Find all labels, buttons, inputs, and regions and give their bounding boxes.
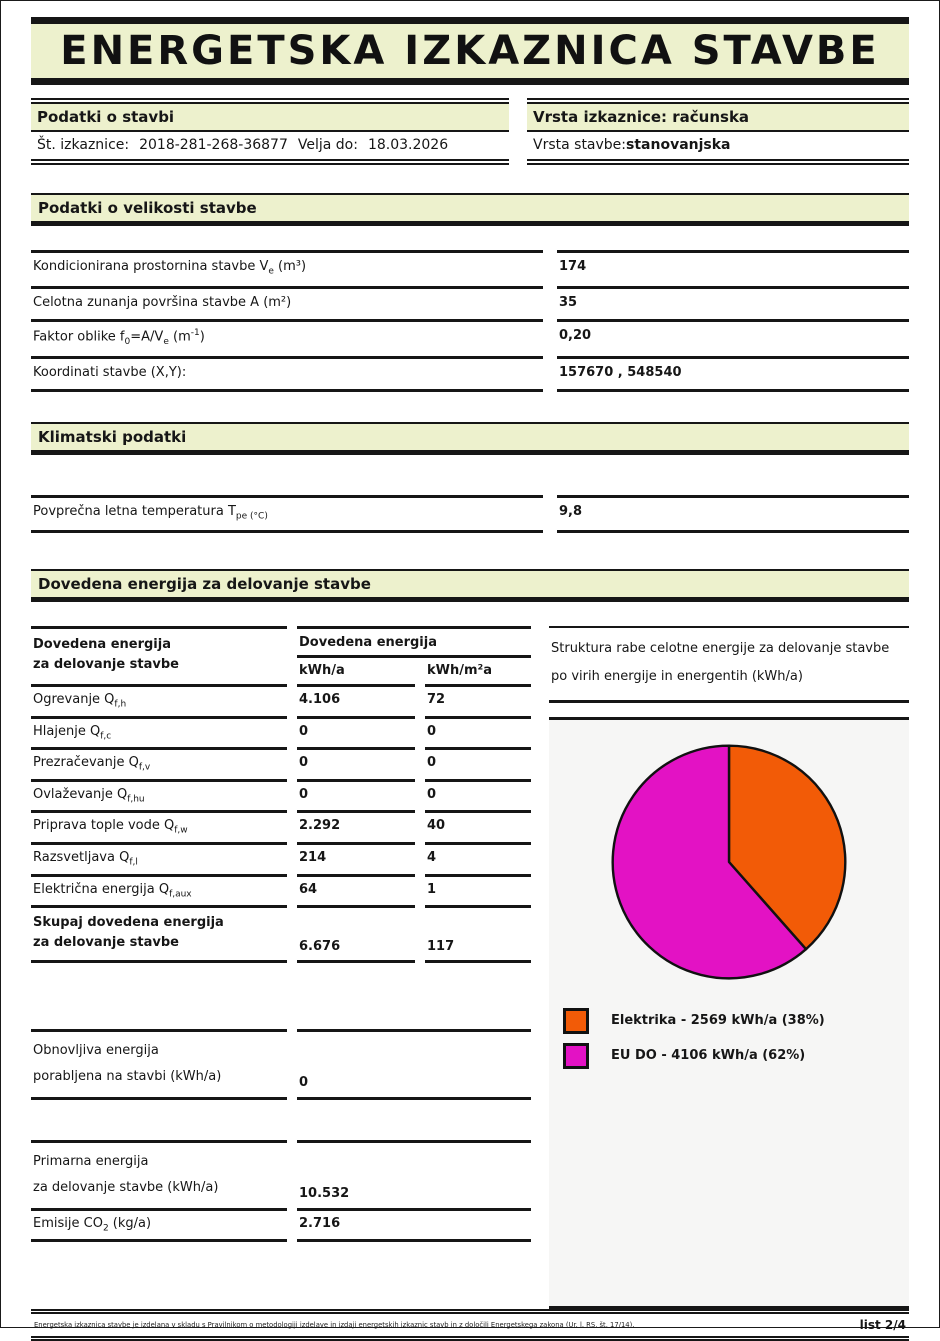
building-info-header: Podatki o stavbi bbox=[31, 104, 509, 132]
unit-kwh-m2a: kWh/m²a bbox=[425, 658, 531, 687]
valid-until-label: Velja do: bbox=[297, 137, 358, 153]
building-info-box bbox=[31, 98, 509, 165]
legend-label-eu-do: EU DO - 4106 kWh/a (62%) bbox=[611, 1048, 806, 1064]
top-info-row bbox=[31, 98, 909, 165]
table-row-cooling: Hlajenje $Q_{f,c}$ 0 0 bbox=[31, 719, 531, 751]
energy-table bbox=[31, 626, 531, 1242]
renewable-energy-label: Obnovljiva energija porabljena na stavbi (kWh/a) bbox=[31, 1029, 287, 1100]
co2-emissions-row bbox=[31, 1211, 531, 1243]
table-row-hot-water: Priprava tople vode $Q_{f,w}$ 2.292 40 bbox=[31, 813, 531, 845]
building-type-value: stanovanjska bbox=[626, 137, 731, 153]
size-row-coordinates-label: Koordinati stavbe (X,Y): bbox=[31, 356, 543, 389]
size-row-shape-factor-label: Faktor oblike $f_0=A/V_e$ $(m^{-1})$ bbox=[31, 319, 543, 356]
table-bottom-rule bbox=[31, 530, 909, 533]
legend-item-eu-do bbox=[563, 1043, 909, 1069]
climate-table bbox=[31, 495, 909, 534]
table-row-humidification: Ovlaževanje $Q_{f,hu}$ 0 0 bbox=[31, 782, 531, 814]
unit-kwh-a: kWh/a bbox=[297, 658, 415, 687]
size-row-coordinates-value: 157670 , 548540 bbox=[557, 356, 909, 389]
page-footer bbox=[31, 1309, 909, 1341]
legend-label-elektrika: Elektrika - 2569 kWh/a (38%) bbox=[611, 1013, 825, 1029]
page-title: ENERGETSKA IZKAZNICA STAVBE bbox=[60, 28, 880, 74]
cert-no-label: Št. izkaznice: bbox=[37, 137, 130, 153]
renewable-energy-value: 0 bbox=[297, 1029, 531, 1100]
section-climate-header: Klimatski podatki bbox=[31, 422, 909, 455]
size-row-volume-value: 174 bbox=[557, 250, 909, 286]
certificate-type-header: Vrsta izkaznice: računska bbox=[527, 104, 909, 132]
legend-swatch-eu-do bbox=[563, 1043, 589, 1069]
co2-emissions-value: 2.716 bbox=[297, 1211, 531, 1243]
size-row-volume-label: Kondicionirana prostornina stavbe $V_e$ (m³) bbox=[31, 250, 543, 286]
climate-temperature-label: Povprečna letna temperatura $T_{pe (^\circ C)}$ bbox=[31, 495, 543, 531]
table-row-lighting: Razsvetljava $Q_{f,l}$ 214 4 bbox=[31, 845, 531, 877]
primary-energy-value: 10.532 bbox=[297, 1140, 531, 1211]
size-table bbox=[31, 250, 909, 392]
legend-swatch-elektrika bbox=[563, 1008, 589, 1034]
energy-section-body bbox=[31, 626, 909, 1309]
page-number: list 2/4 bbox=[859, 1317, 906, 1332]
energy-head-label: Dovedena energija za delovanje stavbe bbox=[31, 626, 287, 687]
certificate-type-box bbox=[527, 98, 909, 165]
table-row-ventilation: Prezračevanje $Q_{f,v}$ 0 0 bbox=[31, 750, 531, 782]
energy-structure-column bbox=[549, 626, 909, 1309]
size-row-area-label: Celotna zunanja površina stavbe A (m²) bbox=[31, 286, 543, 319]
table-row bbox=[31, 495, 909, 531]
co2-emissions-label: Emisije $CO_2$ (kg/a) bbox=[31, 1211, 287, 1243]
table-row bbox=[31, 250, 909, 286]
pie-chart-panel bbox=[549, 717, 909, 1309]
table-row bbox=[31, 356, 909, 389]
pie-legend bbox=[563, 1008, 909, 1069]
table-row-heating: Ogrevanje $Q_{f,h}$ 4.106 72 bbox=[31, 687, 531, 719]
pie-chart bbox=[603, 736, 855, 988]
table-row bbox=[31, 319, 909, 356]
table-row-total: Skupaj dovedena energija za delovanje stavbe 6.676 117 bbox=[31, 908, 531, 962]
footer-note: Energetska izkaznica stavbe je izdelana v skladu s Pravilnikom o metodologiji izdelave in izdaji energetskih izkaznic stavb in z določili Energetskega zakona (Ur. l. RS, št. 17/14). bbox=[34, 1320, 635, 1329]
size-row-area-value: 35 bbox=[557, 286, 909, 319]
pie-chart-caption: Struktura rabe celotne energije za delovanje stavbe po virih energije in energentih (kWh/a) bbox=[549, 626, 909, 703]
energy-head-group: Dovedena energija kWh/a kWh/m²a bbox=[297, 626, 531, 687]
building-type-row bbox=[527, 132, 909, 159]
valid-until-value: 18.03.2026 bbox=[367, 137, 449, 153]
certificate-number-row bbox=[31, 132, 509, 159]
primary-energy-label: Primarna energija za delovanje stavbe (kWh/a) bbox=[31, 1140, 287, 1211]
table-row-electrical: Električna energija $Q_{f,aux}$ 64 1 bbox=[31, 877, 531, 909]
table-row bbox=[31, 286, 909, 319]
size-row-shape-factor-value: 0,20 bbox=[557, 319, 909, 356]
legend-item-elektrika bbox=[563, 1008, 909, 1034]
energy-table-head bbox=[31, 626, 531, 687]
primary-energy-block bbox=[31, 1140, 531, 1211]
climate-temperature-value: 9,8 bbox=[557, 495, 909, 531]
document-title-banner bbox=[31, 17, 909, 85]
building-type-label: Vrsta stavbe: bbox=[533, 137, 627, 153]
section-size-header: Podatki o velikosti stavbe bbox=[31, 193, 909, 226]
table-bottom-rule bbox=[31, 389, 909, 392]
cert-no-value: 2018-281-268-36877 bbox=[139, 137, 288, 153]
section-energy-header: Dovedena energija za delovanje stavbe bbox=[31, 569, 909, 602]
renewable-energy-block bbox=[31, 1029, 531, 1100]
